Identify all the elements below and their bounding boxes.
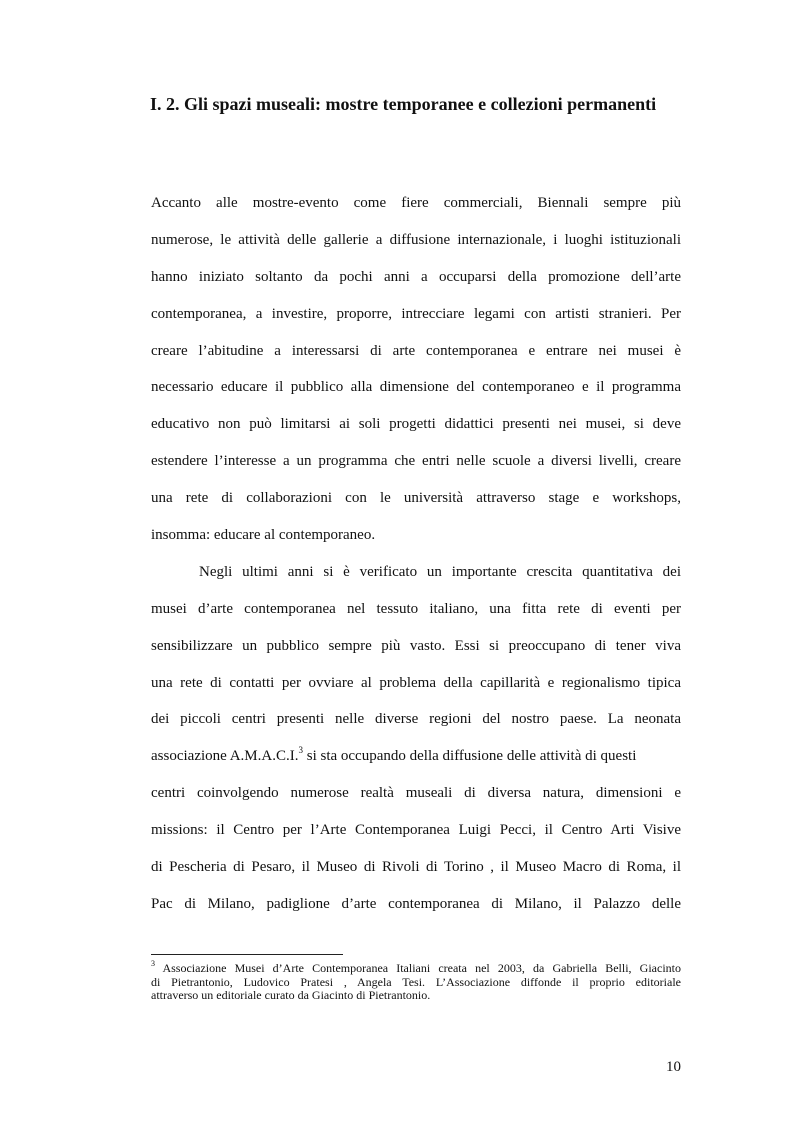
- paragraph-1-line: necessario educare il pubblico alla dimensione del contemporaneo e il programma: [151, 379, 681, 396]
- footnote-text: Associazione Musei d’Arte Contemporanea Italiani creata nel 2003, da Gabriella Belli, Giacinto: [155, 961, 681, 975]
- paragraph-1-line: insomma: educare al contemporaneo.: [151, 527, 376, 544]
- paragraph-1-line: estendere l’interesse a un programma che entri nelle scuole a diversi livelli, creare: [151, 453, 681, 470]
- footnote: [151, 959, 681, 1003]
- section-heading: I. 2. Gli spazi museali: mostre temporanee e collezioni permanenti: [150, 94, 657, 114]
- paragraph-1-line: Accanto alle mostre-evento come fiere commerciali, Biennali sempre più: [151, 195, 681, 211]
- paragraph-2-line: di Pescheria di Pesaro, il Museo di Rivoli di Torino , il Museo Macro di Roma, il: [151, 859, 681, 876]
- paragraph-2-line: dei piccoli centri presenti nelle diverse regioni del nostro paese. La neonata: [151, 711, 681, 728]
- page-number: 10: [666, 1059, 681, 1075]
- paragraph-1-line: una rete di collaborazioni con le università attraverso stage e workshops,: [151, 490, 681, 507]
- paragraph-1-line: numerose, le attività delle gallerie a diffusione internazionale, i luoghi istituzionali: [151, 231, 681, 248]
- paragraph-2-ref-line: [151, 744, 681, 781]
- footnote-divider: [151, 954, 343, 955]
- paragraph-1-line: hanno iniziato soltanto da pochi anni a occuparsi della promozione dell’arte: [151, 268, 681, 285]
- paragraph-2-line: missions: il Centro per l’Arte Contemporanea Luigi Pecci, il Centro Arti Visive: [151, 822, 681, 839]
- footnote-line: attraverso un editoriale curato da Giacinto di Pietrantonio.: [151, 988, 431, 1002]
- footnote-line: di Pietrantonio, Ludovico Pratesi , Angela Tesi. L’Associazione diffonde il proprio editoriale: [151, 974, 681, 989]
- paragraph-2-line: una rete di contatti per ovviare al problema della capillarità e regionalismo tipica: [151, 674, 681, 691]
- paragraph-2-line: musei d’arte contemporanea nel tessuto italiano, una fitta rete di eventi per: [151, 600, 681, 617]
- ref-line-end: si sta occupando della diffusione delle attività di questi: [302, 748, 637, 765]
- ref-line-start: associazione A.M.A.C.I.: [151, 748, 299, 765]
- paragraph-1-line: educativo non può limitarsi ai soli progetti didattici presenti nei musei, si deve: [151, 416, 681, 433]
- body-text: [151, 191, 681, 929]
- footnote-reference: 3: [298, 745, 303, 756]
- paragraph-2-line: Pac di Milano, padiglione d’arte contemporanea di Milano, il Palazzo delle: [151, 895, 681, 912]
- paragraph-2-line: sensibilizzare un pubblico sempre più vasto. Essi si preoccupano di tener viva: [151, 637, 681, 654]
- paragraph-1-line: contemporanea, a investire, proporre, intrecciare legami con artisti stranieri. Per: [151, 305, 681, 322]
- paragraph-2-line: centri coinvolgendo numerose realtà museali di diversa natura, dimensioni e: [151, 785, 681, 802]
- paragraph-1-line: creare l’abitudine a interessarsi di arte contemporanea e entrare nei musei è: [151, 342, 681, 359]
- footnote-line: [151, 959, 681, 976]
- footnote-marker: 3: [151, 959, 155, 968]
- paragraph-2-line: Negli ultimi anni si è verificato un importante crescita quantitativa dei: [199, 563, 681, 580]
